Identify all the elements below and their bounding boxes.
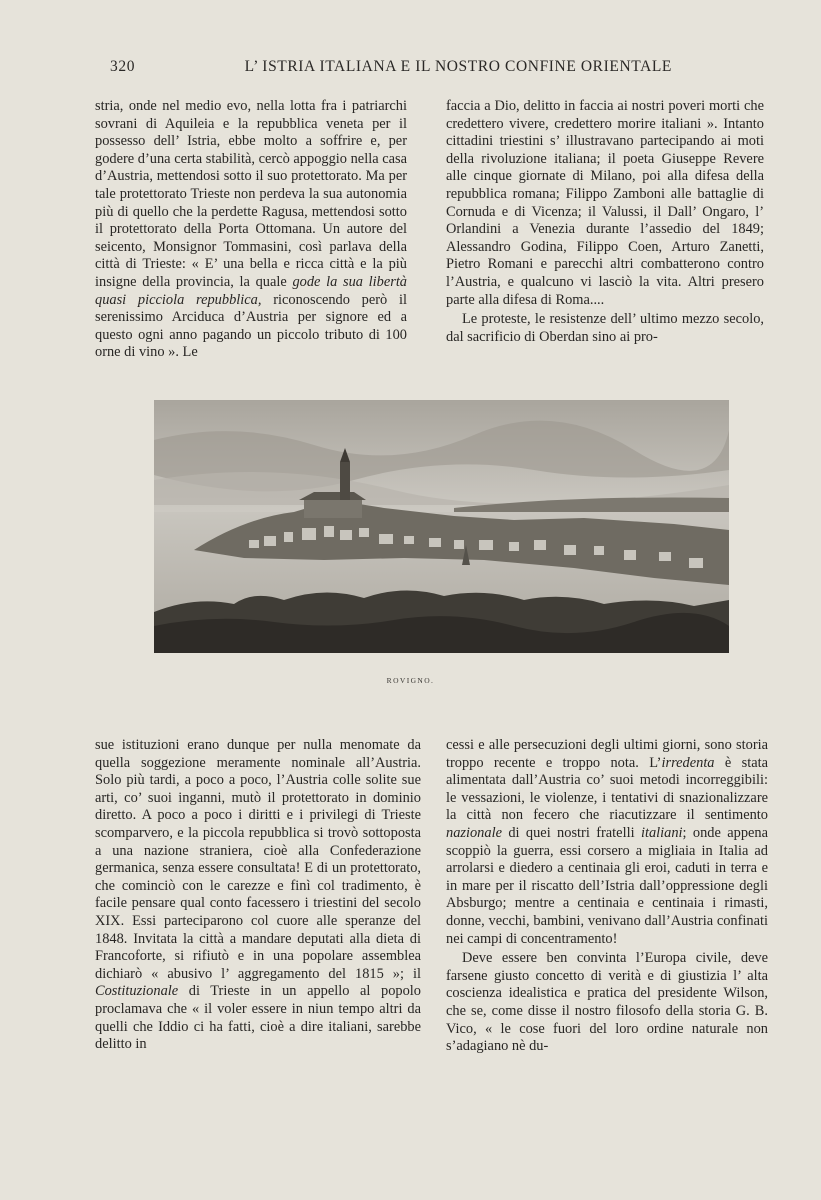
running-title: L’ ISTRIA ITALIANA E IL NOSTRO CONFINE ORIENTALE [244,58,672,75]
figure-caption: ROVIGNO. [386,676,435,685]
rovigno-landscape-image [154,400,729,653]
paragraph: sue istituzioni erano dunque per nulla menomate da quella soggezione meramente nominale all’Austria. Solo più tardi, a poco a poco, l’Austria colle solite sue arti, co’ suoi inganni, mutò il protettorato in dominio diretto. A poco a poco i diritti e i privilegi di Trieste scomparvero, e la piccola repubblica si trovò sottoposta a una nazione straniera, cioè alla Confederazione germanica, senza essere consultata! E di un protettorato, che cominciò con le carezze e finì col tradimento, è facile pensare qual conto facessero i triestini del secolo XIX. Essi parteciparono col cuore alle speranze del 1848. Invitata la città a mandare deputati alla dieta di Francoforte, si rifiutò e in una popolare assemblea dichiarò « abusivo l’ aggregamento del 1815 »; il Costituzionale di Trieste in un appello al popolo proclamava che « il voler essere in niun tempo altri da quelli che Iddio ci ha fatti, cioè a dire italiani, sarebbe delitto in [95,737,421,1053]
column-top-right [446,98,764,346]
paragraph: faccia a Dio, delitto in faccia ai nostri poveri morti che credettero vivere, credettero morire italiani ». Intanto cittadini triestini s’ illustravano partecipando ai moti della rivoluzione italiana; il poeta Giuseppe Revere alle cinque giornate di Milano, poi alla difesa della repubblica romana; Filippo Zamboni alle battaglie di Cornuda e di Vicenza; il Valussi, il Dall’ Ongaro, l’ Orlandini a Venezia durante l’assedio del 1849; Alessandro Godina, Filippo Coen, Arturo Zanetti, Pietro Romani e parecchi altri combatterono contro l’Austria, e qualcuno vi lasciò la vita. Altri presero parte alla difesa di Roma.... [446,98,764,308]
paragraph: cessi e alle persecuzioni degli ultimi giorni, sono storia troppo recente e troppo nota. L’irredenta è stata alimentata dall’Austria co’ suoi metodi incorreggibili: le vessazioni, le violenze, i tentativi di snazionalizzare la città non fecero che riacutizzare il sentimento nazionale di quei nostri fratelli italiani; onde appena scoppiò la guerra, essi corsero a migliaia in Italia ad arrolarsi e diedero a centinaia gli eroi, caduti in terra e in mare per il riscatto dell’Istria dall’oppressione degli Absburgo; mentre a centinaia e centinaia i rimasti, donne, vecchi, bambini, venivano dall’Austria confinati nei campi di concentramento! [446,737,768,947]
paragraph: Deve essere ben convinta l’Europa civile, deve farsene giusto concetto di verità e di giustizia l’ alta coscienza idealistica e pratica del presidente Wilson, che se, come disse il nostro filosofo della storia G. B. Vico, « le cose fuori del loro ordine naturale non s’adagiano nè du- [446,950,768,1055]
page-header [110,58,672,76]
paragraph: Le proteste, le resistenze dell’ ultimo mezzo secolo, dal sacrificio di Oberdan sino ai pro- [446,311,764,345]
page-number: 320 [110,58,136,75]
column-top-left [95,98,407,362]
column-bottom-left [95,737,421,1054]
rovigno-photograph [154,400,729,653]
paragraph: stria, onde nel medio evo, nella lotta fra i patriarchi sovrani di Aquileia e la repubblica veneta per il possesso dell’ Istria, ebbe molto a soffrire e, per godere d’una certa stabilità, cercò appoggio nella casa d’Austria, mettendosi sotto il suo protettorato. Ma per tale protettorato Trieste non perdeva la sua autonomia più di quello che la perdette Ragusa, mettendosi sotto il protettorato della Porta Ottomana. Un autore del seicento, Monsignor Tommasini, così parlava della città di Trieste: « E’ una bella e ricca città e la più insigne della provincia, la quale gode la sua libertà quasi picciola repubblica, riconoscendo però il serenissimo Arciduca d’Austria per signore ed a questo ogni anno pagando un piccolo tributo di 100 orne di vino ». Le [95,98,408,361]
column-bottom-right [446,737,768,1056]
